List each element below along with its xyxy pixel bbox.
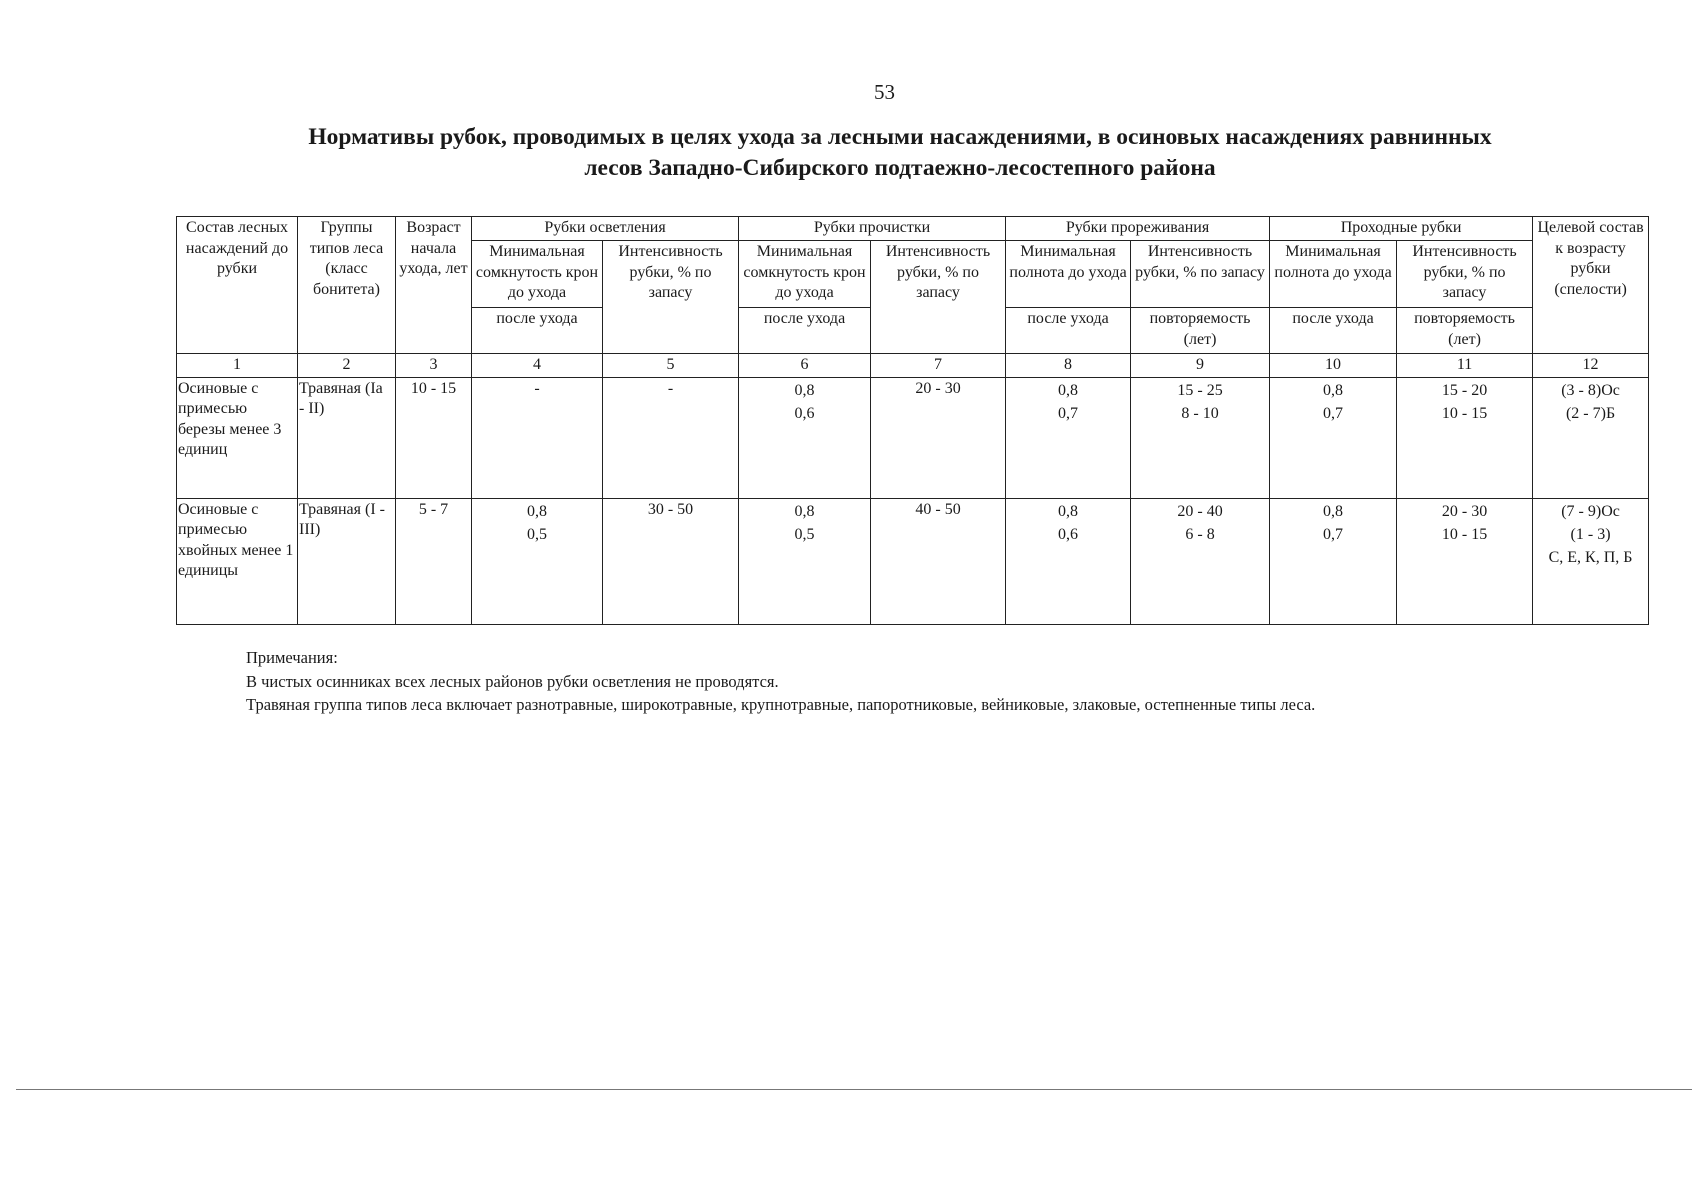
notes-block (246, 646, 1315, 717)
value-target-line: С, Е, К, П, Б (1548, 548, 1633, 566)
header-after-care-3: после ухода (1006, 308, 1131, 354)
header-row-groups (177, 217, 1649, 241)
column-number-row (177, 354, 1649, 378)
column-number: 1 (177, 354, 298, 378)
header-repeatability-2: повторяемость (лет) (1397, 308, 1533, 354)
column-number: 4 (472, 354, 603, 378)
cell-age: 5 - 7 (396, 498, 472, 624)
value-before: 0,8 (794, 381, 815, 399)
title-line-1: Нормативы рубок, проводимых в целях ухода за лесными насаждениями, в осиновых насаждениях равнинных (308, 124, 1492, 150)
cell-age: 10 - 15 (396, 377, 472, 498)
cell-target-composition (1533, 498, 1649, 624)
cell-forest-type: Травяная (I - III) (298, 498, 396, 624)
norms-table (176, 216, 1649, 625)
table-row (177, 498, 1649, 624)
cell-composition: Осиновые с примесью березы менее 3 единиц (177, 377, 298, 498)
value-target-line: (2 - 7)Б (1565, 404, 1616, 422)
cell-min-closure-lightening: - (472, 377, 603, 498)
header-min-density-2: Минимальная полнота до ухода (1270, 241, 1397, 308)
value-before: 0,8 (527, 502, 547, 520)
header-after-care-1: после ухода (472, 308, 603, 354)
cell-min-density-passage (1270, 377, 1397, 498)
cell-intensity-thinning (1131, 377, 1270, 498)
value-after: 0,6 (1058, 525, 1079, 543)
cell-intensity-passage (1397, 498, 1533, 624)
value-target-line: (7 - 9)Ос (1561, 502, 1620, 520)
header-passage: Проходные рубки (1270, 217, 1533, 241)
value-after: 0,5 (527, 525, 547, 543)
column-number: 3 (396, 354, 472, 378)
value-after: 0,7 (1323, 525, 1344, 543)
cell-composition: Осиновые с примесью хвойных менее 1 единицы (177, 498, 298, 624)
header-start-age: Возраст начала ухода, лет (396, 217, 472, 354)
column-number: 6 (739, 354, 871, 378)
header-intensity-4: Интенсивность рубки, % по запасу (1397, 241, 1533, 308)
value-before: 0,8 (1323, 502, 1344, 520)
column-number: 7 (871, 354, 1006, 378)
value-target-line: (1 - 3) (1570, 525, 1611, 543)
value-intensity: 15 - 25 (1177, 381, 1223, 399)
value-after: 0,7 (1323, 404, 1344, 422)
value-intensity: 20 - 40 (1177, 502, 1223, 520)
header-repeatability-1: повторяемость (лет) (1131, 308, 1270, 354)
cell-min-density-passage (1270, 498, 1397, 624)
value-before: 0,8 (1323, 381, 1344, 399)
header-forest-type-group: Группы типов леса (класс бонитета) (298, 217, 396, 354)
value-repeatability: 10 - 15 (1441, 525, 1488, 543)
cell-intensity-thinning (1131, 498, 1270, 624)
column-number: 11 (1397, 354, 1533, 378)
header-intensity-2: Интенсивность рубки, % по запасу (871, 241, 1006, 354)
cell-forest-type: Травяная (Ia - II) (298, 377, 396, 498)
cell-intensity-lightening: 30 - 50 (603, 498, 739, 624)
notes-heading: Примечания: (246, 648, 338, 667)
header-min-closure-2: Минимальная сомкнутость крон до ухода (739, 241, 871, 308)
column-number: 12 (1533, 354, 1649, 378)
cell-min-closure-cleaning (739, 498, 871, 624)
cell-intensity-passage (1397, 377, 1533, 498)
header-intensity-3: Интенсивность рубки, % по запасу (1131, 241, 1270, 308)
value-after: 0,5 (794, 525, 815, 543)
column-number: 5 (603, 354, 739, 378)
header-after-care-4: после ухода (1270, 308, 1397, 354)
cell-intensity-cleaning: 20 - 30 (871, 377, 1006, 498)
column-number: 8 (1006, 354, 1131, 378)
value-repeatability: 6 - 8 (1185, 525, 1215, 543)
cell-intensity-lightening: - (603, 377, 739, 498)
value-intensity: 20 - 30 (1441, 502, 1488, 520)
value-repeatability: 8 - 10 (1181, 404, 1219, 422)
header-min-closure-1: Минимальная сомкнутость крон до ухода (472, 241, 603, 308)
value-after: 0,6 (794, 404, 815, 422)
cell-min-density-thinning (1006, 498, 1131, 624)
header-cleaning: Рубки прочистки (739, 217, 1006, 241)
header-target: Целевой состав к возрасту рубки (спелости) (1533, 217, 1649, 354)
document-title (180, 122, 1620, 184)
header-min-density-1: Минимальная полнота до ухода (1006, 241, 1131, 308)
cell-min-density-thinning (1006, 377, 1131, 498)
value-repeatability: 10 - 15 (1441, 404, 1488, 422)
cell-min-closure-lightening (472, 498, 603, 624)
column-number: 9 (1131, 354, 1270, 378)
page-number: 53 (874, 80, 895, 104)
value-before: 0,8 (1058, 502, 1079, 520)
value-after: 0,7 (1058, 404, 1079, 422)
header-composition: Состав лесных насаждений до рубки (177, 217, 298, 354)
value-target-line: (3 - 8)Ос (1561, 381, 1620, 399)
note-item: Травяная группа типов леса включает разнотравные, широкотравные, крупнотравные, папоротниковые, вейниковые, злаковые, остепненные типы леса. (246, 695, 1316, 714)
header-after-care-2: после ухода (739, 308, 871, 354)
header-thinning: Рубки прореживания (1006, 217, 1270, 241)
table-row (177, 377, 1649, 498)
cell-min-closure-cleaning (739, 377, 871, 498)
header-lightening: Рубки осветления (472, 217, 739, 241)
column-number: 10 (1270, 354, 1397, 378)
header-intensity-1: Интенсивность рубки, % по запасу (603, 241, 739, 354)
value-before: 0,8 (1058, 381, 1079, 399)
title-line-2: лесов Западно-Сибирского подтаежно-лесостепного района (584, 155, 1216, 181)
value-intensity: 15 - 20 (1441, 381, 1488, 399)
value-before: 0,8 (794, 502, 815, 520)
cell-target-composition (1533, 377, 1649, 498)
cell-intensity-cleaning: 40 - 50 (871, 498, 1006, 624)
note-item: В чистых осинниках всех лесных районов рубки осветления не проводятся. (246, 671, 779, 691)
page-bottom-divider (16, 1089, 1692, 1090)
column-number: 2 (298, 354, 396, 378)
